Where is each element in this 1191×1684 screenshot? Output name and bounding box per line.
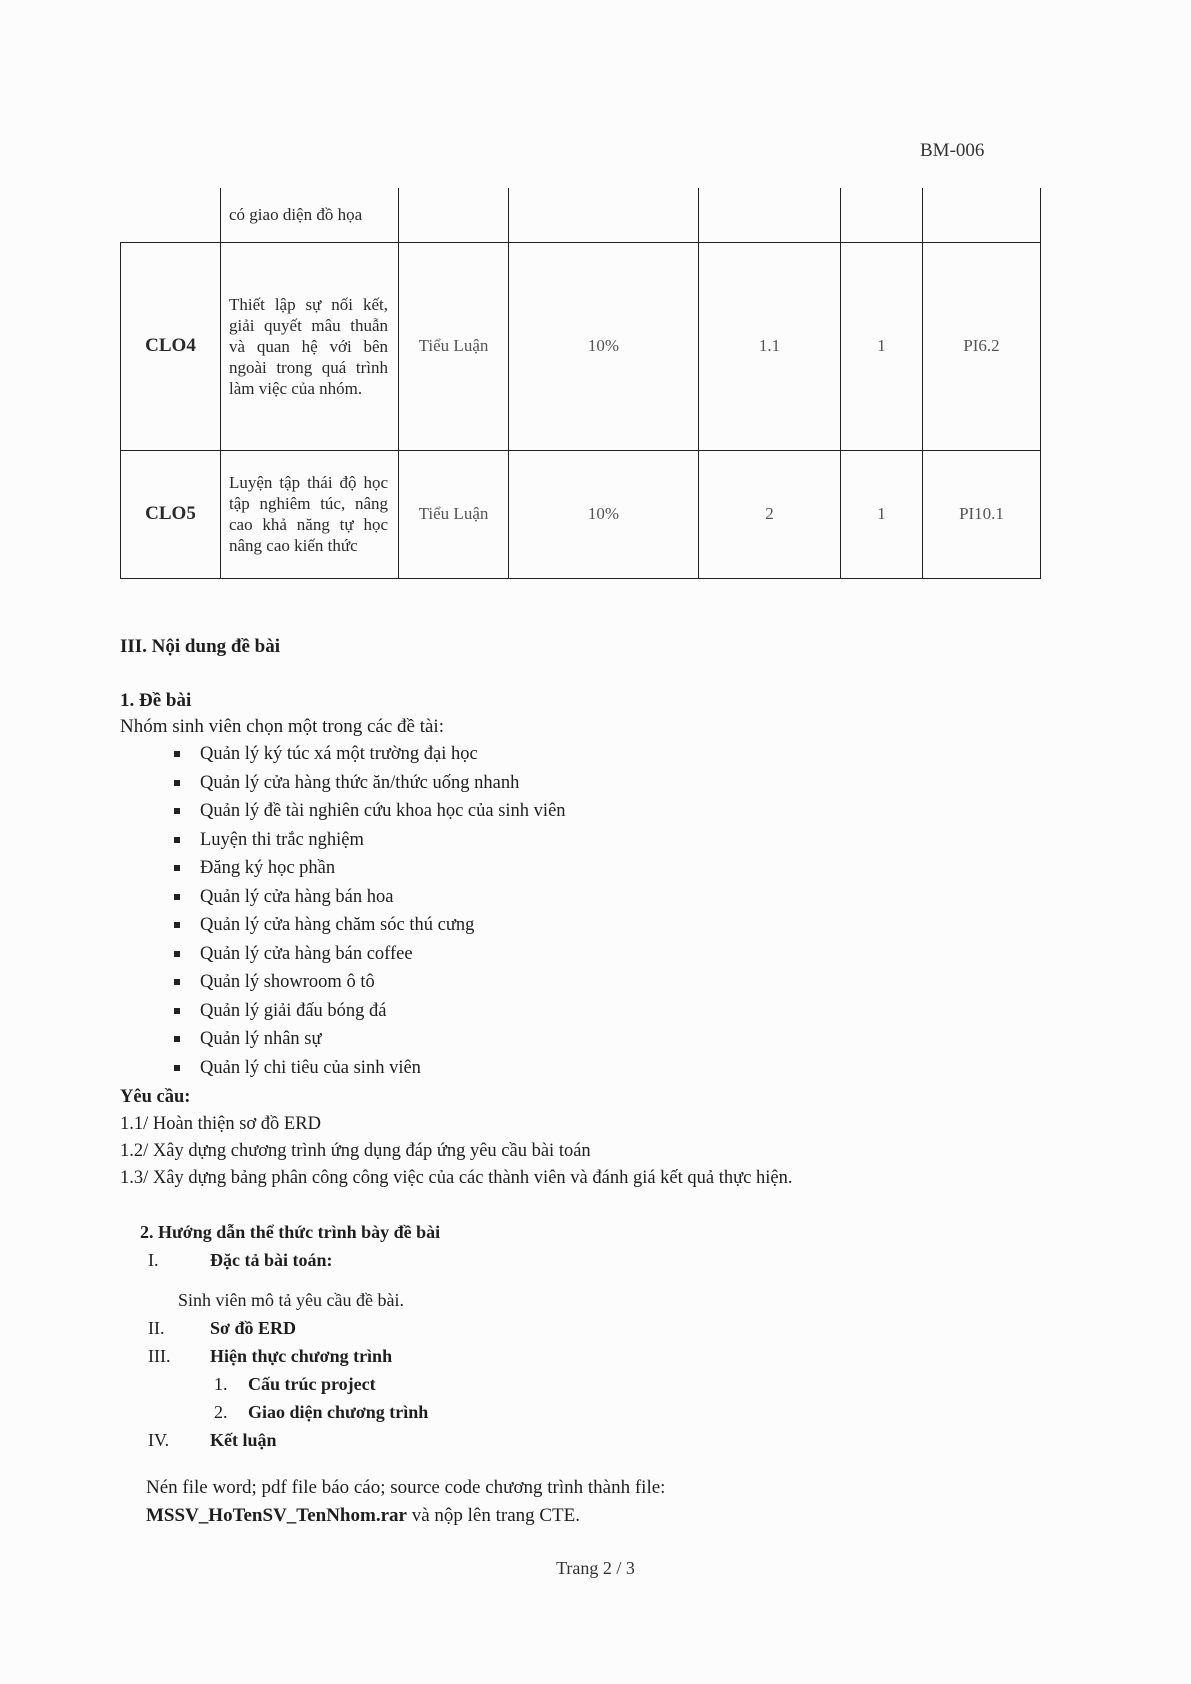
topic-list	[170, 740, 566, 1082]
guide-item-desc: Sinh viên mô tả yêu cầu đề bài.	[178, 1290, 404, 1310]
clo-code: CLO5	[121, 450, 221, 578]
list-item: Quản lý giải đấu bóng đá	[170, 997, 566, 1026]
col6-value	[841, 188, 923, 242]
subsection-title: 1. Đề bài	[120, 690, 192, 711]
guide-item	[140, 1314, 440, 1342]
guide-subitem-label: Cấu trúc project	[248, 1374, 376, 1394]
bullet-icon	[174, 808, 180, 814]
clo-description: có giao diện đồ họa	[221, 188, 399, 242]
guide-item-label: Sơ đồ ERD	[210, 1318, 296, 1338]
assessment-method: Tiểu Luận	[399, 450, 509, 578]
bullet-icon	[174, 1065, 180, 1071]
assessment-method: Tiểu Luận	[399, 242, 509, 450]
guide-item	[140, 1246, 440, 1274]
bullet-icon	[174, 979, 180, 985]
guide-item-desc-row	[140, 1286, 440, 1314]
list-item: Quản lý nhân sự	[170, 1025, 566, 1054]
guide-title: 2. Hướng dẫn thể thức trình bày đề bài	[140, 1222, 441, 1242]
bullet-icon	[174, 780, 180, 786]
clo-description: Thiết lập sự nối kết, giải quyết mâu thuẫn và quan hệ với bên ngoài trong quá trình làm việc của nhóm.	[221, 242, 399, 450]
weight: 10%	[509, 242, 699, 450]
col6-value: 1	[841, 450, 923, 578]
list-item: Quản lý cửa hàng bán coffee	[170, 940, 566, 969]
bullet-icon	[174, 837, 180, 843]
guide-item-label: Đặc tả bài toán:	[210, 1250, 333, 1270]
bullet-icon	[174, 1008, 180, 1014]
guide-item	[140, 1426, 440, 1454]
guide-item-number: III.	[148, 1346, 171, 1366]
bullet-icon	[174, 1036, 180, 1042]
bullet-icon	[174, 922, 180, 928]
clo-code	[121, 188, 221, 242]
guide-item	[140, 1342, 440, 1370]
weight	[509, 188, 699, 242]
list-item: Luyện thi trắc nghiệm	[170, 826, 566, 855]
submission-line	[146, 1502, 665, 1530]
intro-text: Nhóm sinh viên chọn một trong các đề tài:	[120, 716, 444, 737]
submission-rest: và nộp lên trang CTE.	[406, 1505, 581, 1526]
presentation-guide	[140, 1218, 440, 1454]
list-item: Quản lý cửa hàng thức ăn/thức uống nhanh	[170, 769, 566, 798]
list-item: Quản lý cửa hàng chăm sóc thú cưng	[170, 911, 566, 940]
guide-subitem	[140, 1398, 440, 1426]
table-row	[121, 188, 1041, 242]
bullet-icon	[174, 894, 180, 900]
list-item: Quản lý chi tiêu của sinh viên	[170, 1054, 566, 1083]
col6-value: 1	[841, 242, 923, 450]
list-item: Quản lý đề tài nghiên cứu khoa học của sinh viên	[170, 797, 566, 826]
requirement-item: 1.1/ Hoàn thiện sơ đồ ERD	[120, 1114, 321, 1134]
pi-code	[923, 188, 1041, 242]
guide-item-number: I.	[148, 1250, 159, 1270]
list-item: Đăng ký học phần	[170, 854, 566, 883]
guide-item-label: Kết luận	[210, 1430, 277, 1450]
table-row	[121, 450, 1041, 578]
guide-item-label: Hiện thực chương trình	[210, 1346, 393, 1366]
section-title: III. Nội dung đề bài	[120, 636, 280, 657]
requirements-title: Yêu cầu:	[120, 1087, 191, 1107]
requirements	[120, 1084, 792, 1192]
guide-subitem	[140, 1370, 440, 1398]
requirement-item: 1.2/ Xây dựng chương trình ứng dụng đáp ứng yêu cầu bài toán	[120, 1141, 591, 1161]
page-number: Trang 2 / 3	[556, 1558, 635, 1578]
list-item: Quản lý showroom ô tô	[170, 968, 566, 997]
form-code: BM-006	[920, 140, 985, 161]
guide-subitem-label: Giao diện chương trình	[248, 1402, 429, 1422]
weight: 10%	[509, 450, 699, 578]
list-item: Quản lý cửa hàng bán hoa	[170, 883, 566, 912]
clo-code: CLO4	[121, 242, 221, 450]
guide-item-number: II.	[148, 1318, 165, 1338]
list-item: Quản lý ký túc xá một trường đại học	[170, 740, 566, 769]
pi-code: PI6.2	[923, 242, 1041, 450]
col5-value: 2	[699, 450, 841, 578]
guide-item-number: IV.	[148, 1430, 170, 1450]
clo-description: Luyện tập thái độ học tập nghiêm túc, nâng cao khả năng tự học nâng cao kiến thức	[221, 450, 399, 578]
clo-table	[120, 188, 1041, 579]
pi-code: PI10.1	[923, 450, 1041, 578]
bullet-icon	[174, 751, 180, 757]
guide-subitem-number: 2.	[214, 1402, 228, 1422]
guide-subitem-number: 1.	[214, 1374, 228, 1394]
table-row	[121, 242, 1041, 450]
submission-instructions	[146, 1474, 665, 1530]
col5-value: 1.1	[699, 242, 841, 450]
bullet-icon	[174, 865, 180, 871]
submission-line: Nén file word; pdf file báo cáo; source code chương trình thành file:	[146, 1477, 666, 1498]
col5-value	[699, 188, 841, 242]
bullet-icon	[174, 951, 180, 957]
submission-filename: MSSV_HoTenSV_TenNhom.rar	[146, 1505, 407, 1526]
requirement-item: 1.3/ Xây dựng bảng phân công công việc của các thành viên và đánh giá kết quả thực hiện.	[120, 1168, 793, 1188]
assessment-method	[399, 188, 509, 242]
